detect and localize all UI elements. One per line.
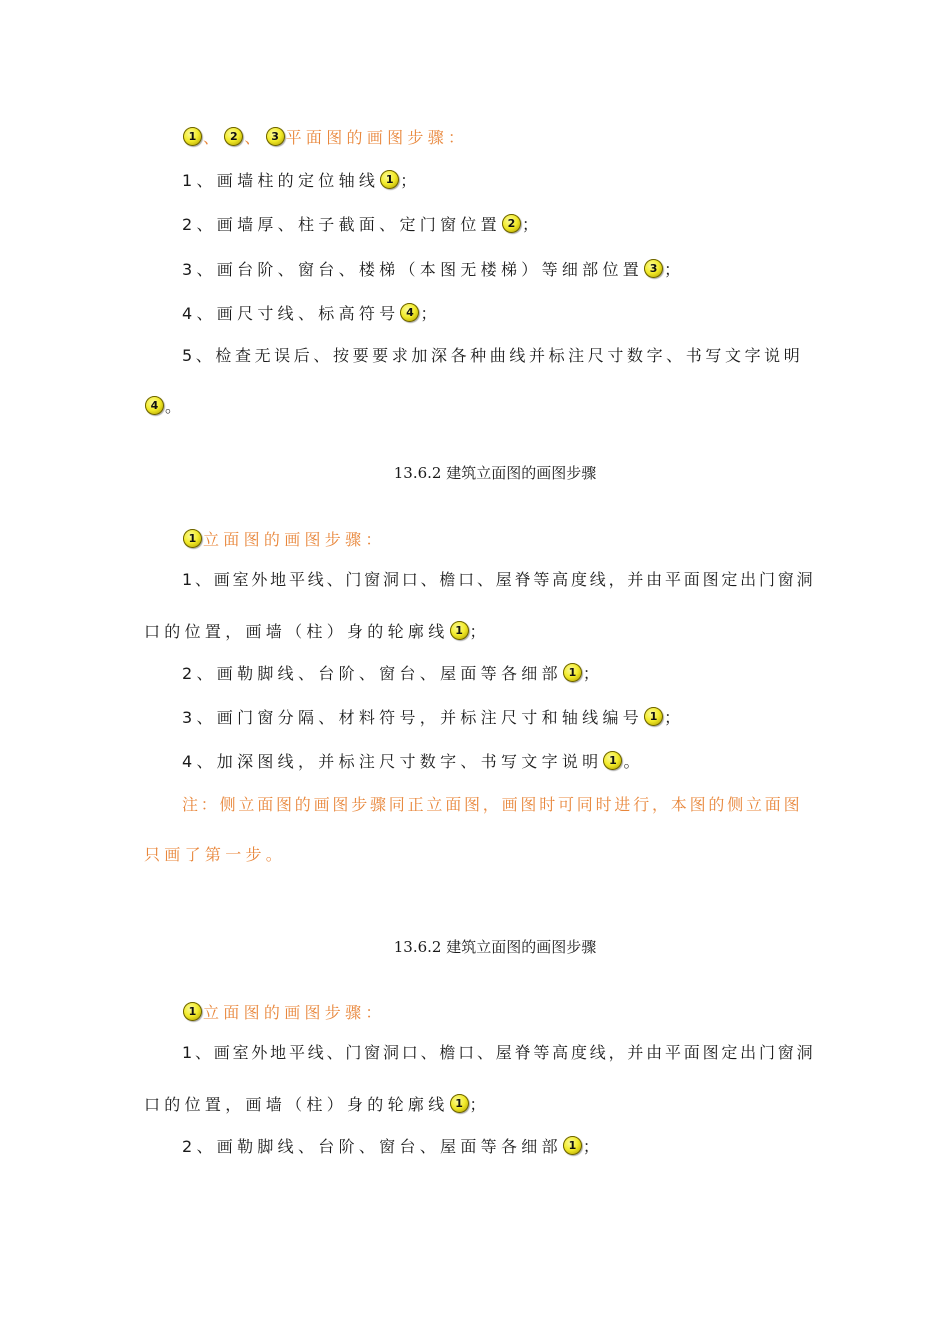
step-end-punct: ；: [664, 260, 685, 279]
number-1-badge-icon: 1: [563, 663, 582, 682]
elevation-steps-title: [182, 529, 386, 550]
number-1-badge-icon: 1: [450, 621, 469, 640]
number-2-badge-icon: 2: [224, 127, 243, 146]
elevation-step-4: [182, 751, 644, 772]
number-1-badge-icon: 1: [380, 170, 399, 189]
number-1-badge-icon: 1: [183, 1002, 202, 1021]
plan-step-2: [182, 214, 542, 235]
number-1-badge-icon: 1: [450, 1094, 469, 1113]
elevation-steps-title-text: 立面图的画图步骤：: [203, 530, 386, 549]
step-end-punct: ；: [582, 664, 604, 683]
number-1-badge-icon: 1: [603, 751, 622, 770]
elevation-note-line-2: 只画了第一步。: [144, 845, 287, 864]
step-end-punct: ；: [469, 622, 490, 641]
elevation-step-1-line-2: [144, 1094, 490, 1115]
number-1-badge-icon: 1: [644, 707, 663, 726]
plan-step-3-text: 3、画台阶、窗台、楼梯（本图无楼梯）等细部位置: [182, 260, 644, 279]
elevation-steps-title: [182, 1002, 386, 1023]
title-separator: 、: [244, 128, 265, 147]
number-2-badge-icon: 2: [502, 214, 521, 233]
elevation-step-1-line-1: 1、画室外地平线、门窗洞口、檐口、屋脊等高度线，并由平面图定出门窗洞: [182, 1043, 816, 1062]
elevation-steps-title-text: 立面图的画图步骤：: [203, 1003, 386, 1022]
elevation-step-2-text: 2、画勒脚线、台阶、窗台、屋面等各细部: [182, 664, 562, 683]
elevation-step-2: [182, 663, 603, 684]
number-1-badge-icon: 1: [563, 1136, 582, 1155]
step-end-punct: ；: [664, 708, 685, 727]
elevation-step-3: [182, 707, 684, 728]
plan-step-5-text: 5、检查无误后、按要要求加深各种曲线并标注尺寸数字、书写文字说明: [182, 346, 804, 365]
plan-step-5-continuation: [144, 396, 185, 417]
number-1-badge-icon: 1: [183, 127, 202, 146]
elevation-step-1-line-2-text: 口的位置，画墙（柱）身的轮廓线: [144, 1095, 449, 1114]
plan-step-4: [182, 303, 441, 324]
step-end-punct: 。: [165, 397, 186, 416]
section-heading: 13.6.2 建筑立面图的画图步骤: [393, 938, 597, 956]
plan-step-2-text: 2、画墙厚、柱子截面、定门窗位置: [182, 215, 501, 234]
number-4-badge-icon: 4: [400, 303, 419, 322]
plan-step-1-text: 1、画墙柱的定位轴线: [182, 171, 380, 190]
elevation-step-2: [182, 1136, 603, 1157]
step-end-punct: ；: [400, 171, 421, 190]
step-end-punct: ；: [521, 215, 543, 234]
plan-step-4-text: 4、画尺寸线、标高符号: [182, 304, 400, 323]
section-heading: 13.6.2 建筑立面图的画图步骤: [393, 464, 597, 482]
elevation-note-line-1: 注：侧立面图的画图步骤同正立面图，画图时可同时进行，本图的侧立面图: [182, 795, 803, 814]
elevation-step-4-text: 4、加深图线，并标注尺寸数字、书写文字说明: [182, 752, 603, 771]
plan-steps-title-text: 平面图的画图步骤：: [285, 128, 469, 147]
plan-step-5: [182, 346, 803, 366]
elevation-step-1-line-2: [144, 621, 490, 642]
step-end-punct: 。: [623, 752, 644, 771]
plan-step-3: [182, 259, 684, 280]
number-3-badge-icon: 3: [644, 259, 663, 278]
plan-steps-title: [182, 127, 468, 148]
step-end-punct: ；: [469, 1095, 490, 1114]
elevation-step-1-line-2-text: 口的位置，画墙（柱）身的轮廓线: [144, 622, 449, 641]
step-end-punct: ；: [582, 1137, 604, 1156]
title-separator: 、: [203, 128, 224, 147]
step-end-punct: ；: [420, 304, 441, 323]
elevation-step-2-text: 2、画勒脚线、台阶、窗台、屋面等各细部: [182, 1137, 562, 1156]
plan-step-1: [182, 170, 421, 191]
number-4-badge-icon: 4: [145, 396, 164, 415]
elevation-step-1-line-1: 1、画室外地平线、门窗洞口、檐口、屋脊等高度线，并由平面图定出门窗洞: [182, 570, 816, 589]
number-1-badge-icon: 1: [183, 529, 202, 548]
elevation-step-3-text: 3、画门窗分隔、材料符号，并标注尺寸和轴线编号: [182, 708, 644, 727]
number-3-badge-icon: 3: [266, 127, 285, 146]
